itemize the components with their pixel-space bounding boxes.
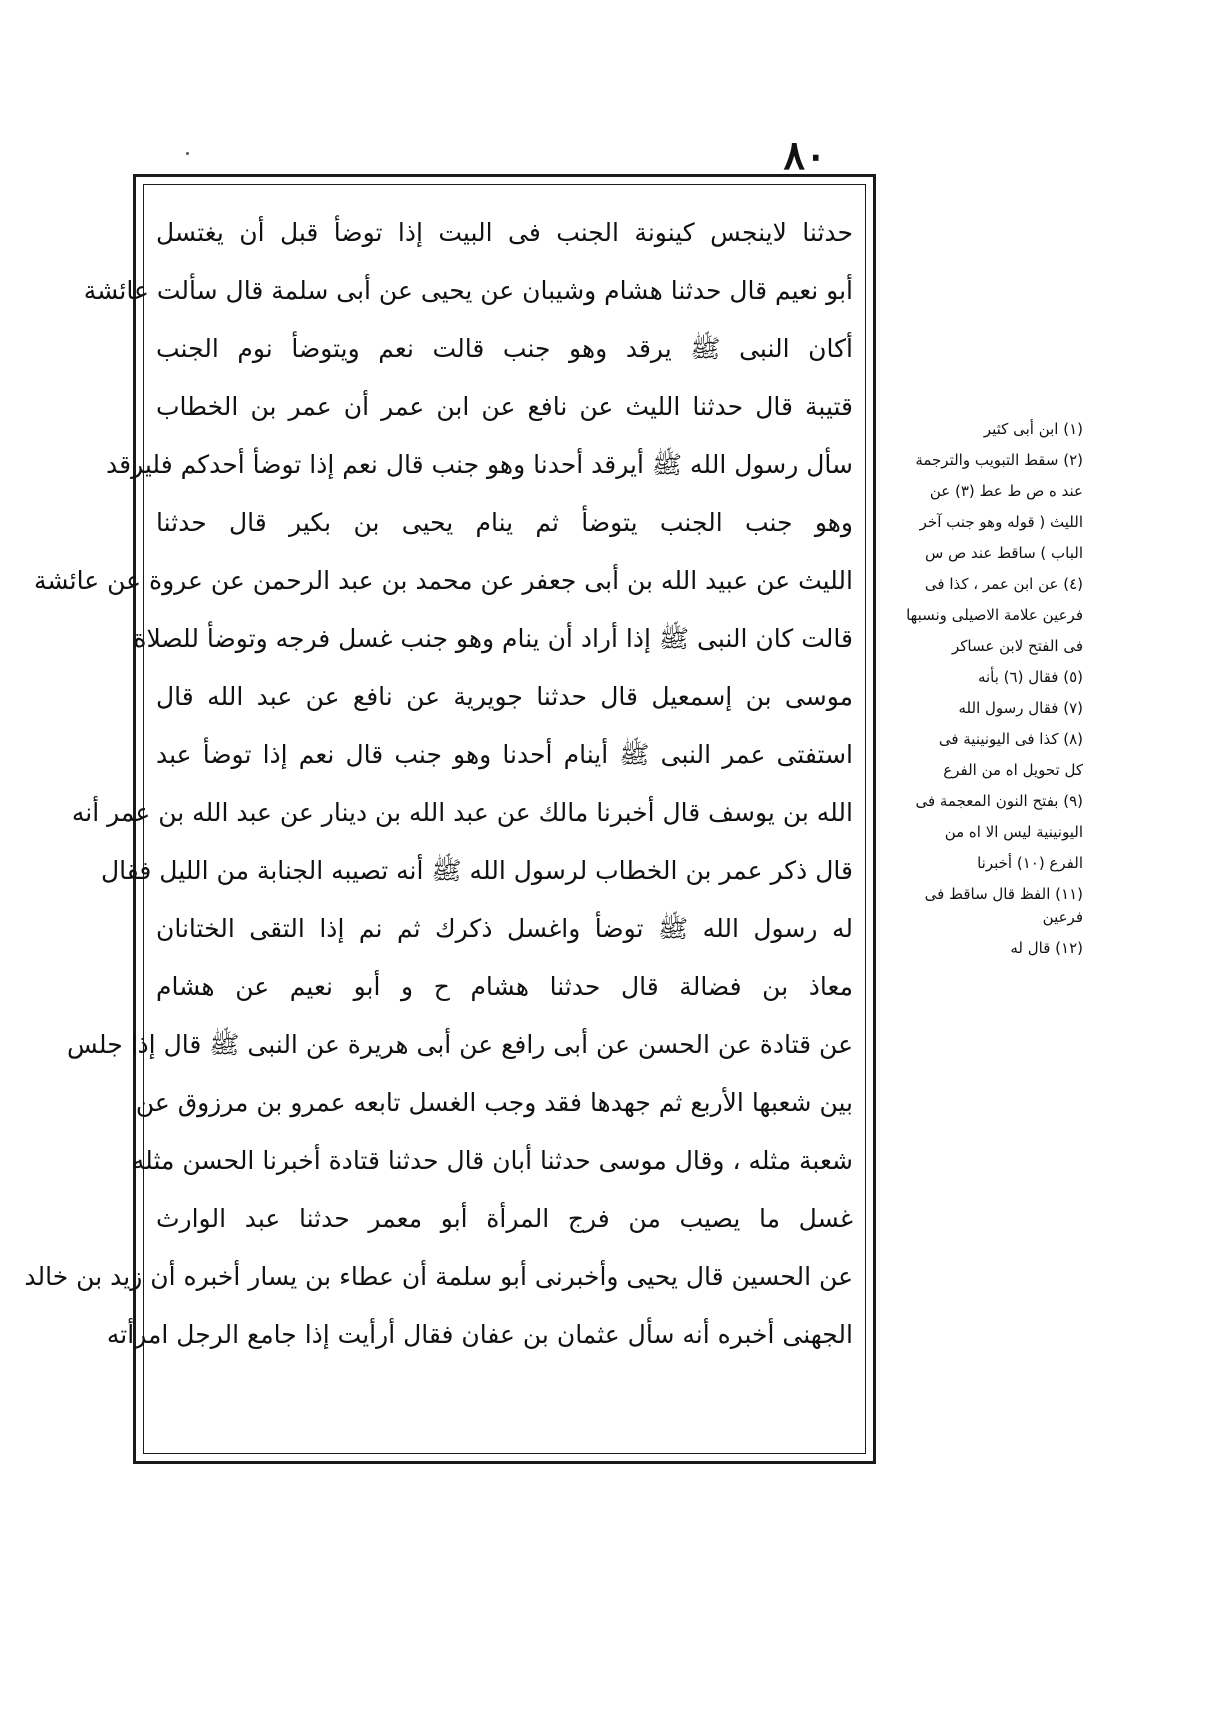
footnote-line: (٢) سقط التبويب والترجمة [915, 451, 1083, 469]
footnote-line: كل تحويل اه من الفرع [943, 761, 1083, 779]
text-line-15: عن قتادة عن الحسن عن أبى رافع عن أبى هريرة عن النبى ﷺ قال إذا جلس [67, 1030, 853, 1059]
text-line-18: غسل ما يصيب من فرج المرأة أبو معمر حدثنا عبد الوارث [156, 1204, 853, 1233]
text-line-3: أكان النبى ﷺ يرقد وهو جنب قالت نعم ويتوضأ نوم الجنب [156, 334, 853, 363]
footnote-line: اليونينية ليس الا اه من [944, 823, 1083, 841]
text-line-17: شعبة مثله ، وقال موسى حدثنا أبان قال حدثنا قتادة أخبرنا الحسن مثله [131, 1146, 853, 1175]
footnote-line: الفرع (١٠) أخبرنا [977, 854, 1083, 872]
text-line-1: حدثنا لاينجس كينونة الجنب فى البيت إذا توضأ قبل أن يغتسل [156, 218, 853, 247]
text-line-19: عن الحسين قال يحيى وأخبرنى أبو سلمة أن عطاء بن يسار أخبره أن زيد بن خالد [24, 1262, 853, 1291]
text-line-2: أبو نعيم قال حدثنا هشام وشيبان عن يحيى عن أبى سلمة قال سألت عائشة [83, 276, 853, 305]
footnote-line: (٤) عن ابن عمر ، كذا فى [924, 575, 1083, 593]
text-line-4: قتيبة قال حدثنا الليث عن نافع عن ابن عمر أن عمر بن الخطاب [156, 392, 853, 421]
footnote-line: (٧) فقال رسول الله [958, 699, 1083, 717]
footnote-line: (٩) بفتح النون المعجمة فى [915, 792, 1083, 810]
footnote-line: الليث ( قوله وهو جنب آخر [919, 513, 1083, 531]
footnote-line: فرعين علامة الاصيلى ونسبها [906, 606, 1083, 624]
text-line-5: سأل رسول الله ﷺ أيرقد أحدنا وهو جنب قال نعم إذا توضأ أحدكم فليرقد [106, 450, 853, 479]
footnote-line: فى الفتح لابن عساكر [952, 637, 1083, 655]
text-line-13: له رسول الله ﷺ توضأ واغسل ذكرك ثم نم إذا التقى الختانان [156, 914, 853, 943]
text-line-6: وهو جنب الجنب يتوضأ ثم ينام يحيى بن بكير قال حدثنا [156, 508, 853, 537]
text-line-16: بين شعبها الأربع ثم جهدها فقد وجب الغسل تابعه عمرو بن مرزوق عن [135, 1088, 853, 1117]
footnote-line: (١٢) قال له [1010, 939, 1083, 957]
footnote-line: (١) ابن أبى كثير [983, 420, 1083, 438]
main-text [24, 204, 853, 1364]
footnote-line: (٨) كذا فى اليونينية فى [938, 730, 1083, 748]
text-line-7: الليث عن عبيد الله بن أبى جعفر عن محمد بن عبد الرحمن عن عروة عن عائشة [33, 566, 853, 595]
footnote-line: الباب ) ساقط عند ص س [925, 544, 1083, 562]
margin-mark [186, 152, 189, 155]
text-line-9: موسى بن إسمعيل قال حدثنا جويرية عن نافع عن عبد الله قال [156, 682, 853, 711]
text-line-20: الجهنى أخبره أنه سأل عثمان بن عفان فقال أرأيت إذا جامع الرجل امرأته [106, 1320, 853, 1349]
text-line-14: معاذ بن فضالة قال حدثنا هشام ح و أبو نعيم عن هشام [156, 972, 853, 1001]
footnote-line: (١١) الفظ قال ساقط فى فرعين [924, 885, 1083, 926]
text-line-12: قال ذكر عمر بن الخطاب لرسول الله ﷺ أنه تصيبه الجنابة من الليل فقال [100, 856, 853, 885]
text-line-11: الله بن يوسف قال أخبرنا مالك عن عبد الله بن دينار عن عبد الله بن عمر أنه [71, 798, 853, 827]
footnotes [895, 418, 1083, 968]
footnote-line: عند ه ص ط عط (٣) عن [929, 482, 1083, 500]
page-number: ٨٠ [783, 132, 827, 179]
footnote-line: (٥) فقال (٦) بأنه [977, 668, 1083, 686]
text-line-8: قالت كان النبى ﷺ إذا أراد أن ينام وهو جنب غسل فرجه وتوضأ للصلاة [133, 624, 853, 653]
text-line-10: استفتى عمر النبى ﷺ أينام أحدنا وهو جنب قال نعم إذا توضأ عبد [156, 740, 853, 769]
